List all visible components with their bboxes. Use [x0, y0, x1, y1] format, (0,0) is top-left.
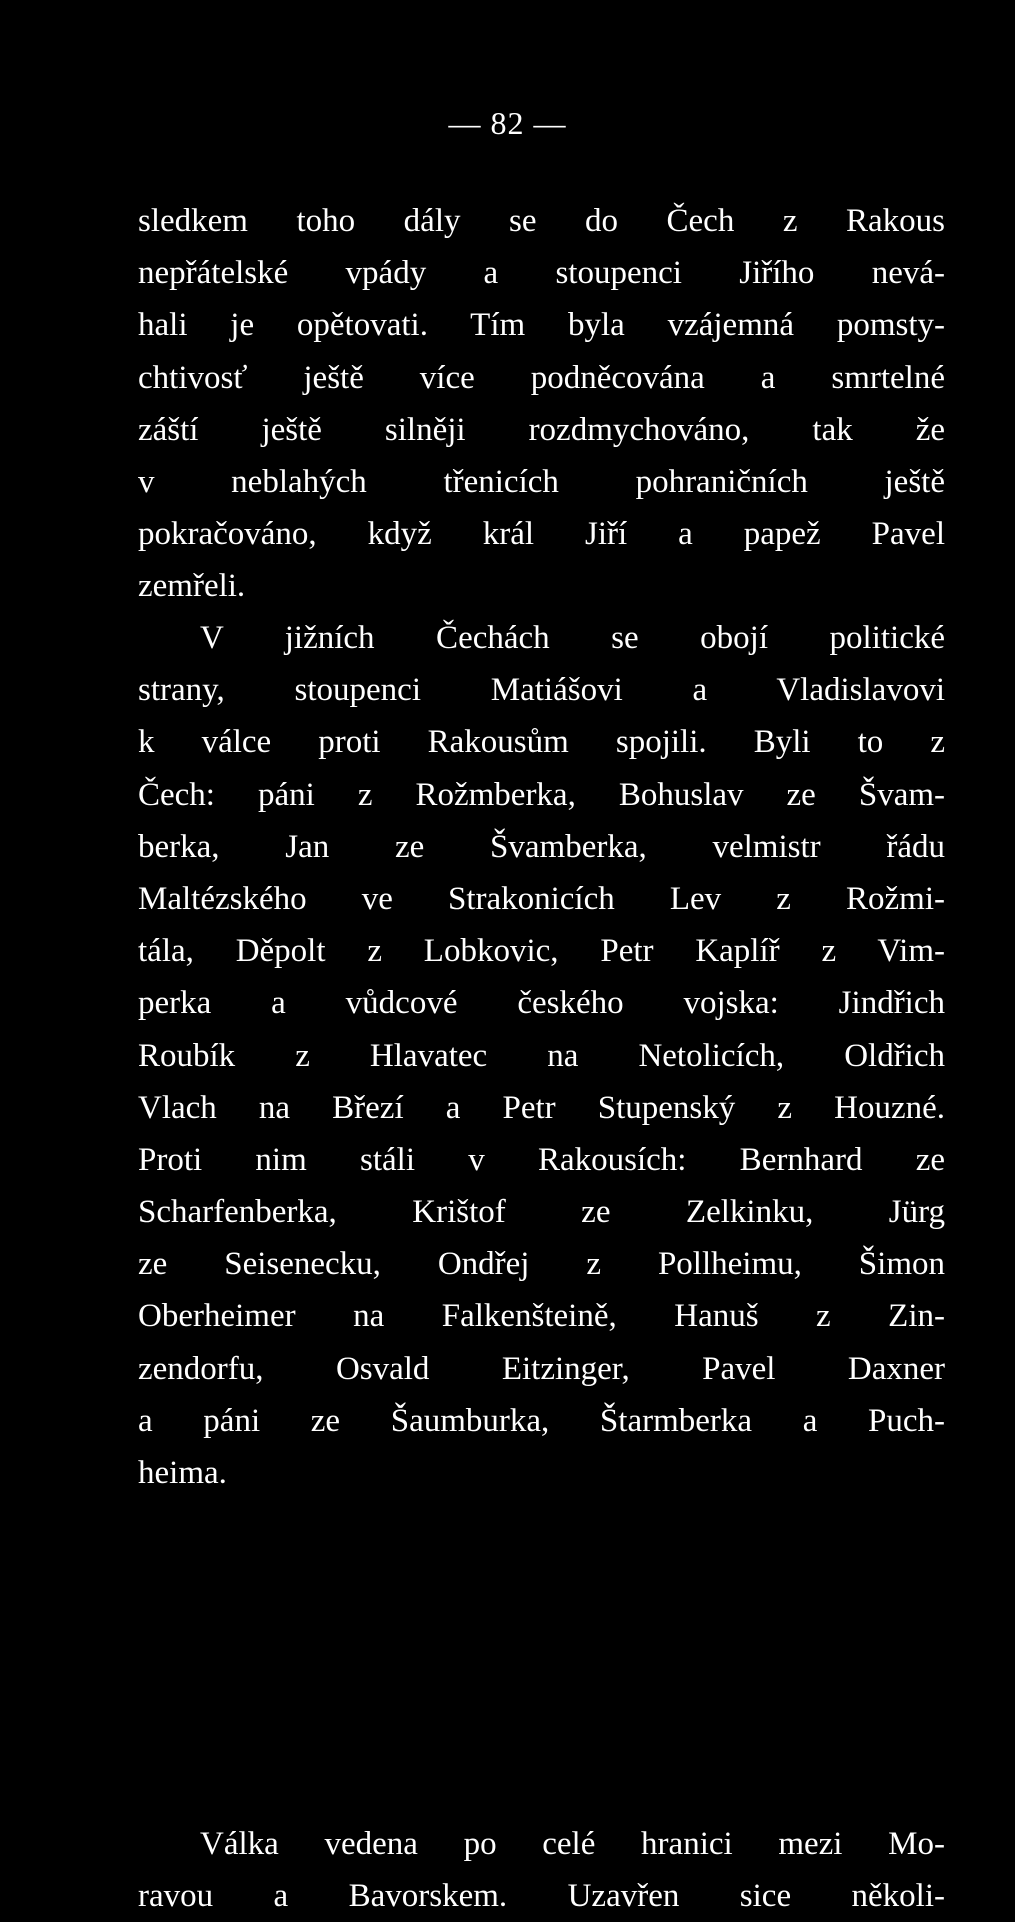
text-line: pokračováno, když král Jiří a papež Pavel — [138, 516, 945, 553]
text-line: Proti nim stáli v Rakousích: Bernhard ze — [138, 1141, 945, 1178]
text-line: Čech: páni z Rožmberka, Bohuslav ze Švam- — [138, 776, 945, 813]
text-line: záští ještě silněji rozdmychováno, tak že — [138, 411, 945, 448]
paragraph-2 — [138, 612, 945, 1499]
text-line: perka a vůdcové českého vojska: Jindřich — [138, 985, 945, 1022]
text-line: V jižních Čechách se obojí politické — [200, 620, 945, 656]
text-line: a páni ze Šaumburka, Štarmberka a Puch- — [138, 1402, 945, 1439]
text-line: heima. — [138, 1455, 227, 1491]
text-line: Válka vedena po celé hranici mezi Mo- — [200, 1826, 945, 1862]
text-line: Scharfenberka, Krištof ze Zelkinku, Jürg — [138, 1194, 945, 1231]
text-line: zemřeli. — [138, 568, 246, 605]
text-line: zendorfu, Osvald Eitzinger, Pavel Daxner — [138, 1350, 945, 1387]
page-number: — 82 — — [448, 105, 567, 141]
text-line: Maltézského ve Strakonicích Lev z Rožmi- — [138, 880, 945, 917]
text-line: sledkem toho dály se do Čech z Rakous — [138, 203, 945, 239]
text-line: ravou a Bavorskem. Uzavřen sice několi- — [138, 1878, 945, 1915]
text-line: hali je opětovati. Tím byla vzájemná pomsty- — [138, 307, 945, 344]
text-line: Vlach na Březí a Petr Stupenský z Houzné. — [138, 1089, 945, 1126]
text-line: strany, stoupenci Matiášovi a Vladislavovi — [138, 672, 945, 709]
text-line: k válce proti Rakousům spojili. Byli to z — [138, 724, 945, 761]
text-line: ze Seisenecku, Ondřej z Pollheimu, Šimon — [138, 1246, 945, 1283]
text-line: chtivosť ještě více podněcována a smrtelné — [138, 359, 945, 396]
paragraph-1 — [138, 195, 945, 613]
paragraph-3 — [138, 1818, 945, 1922]
text-line: berka, Jan ze Švamberka, velmistr řádu — [138, 828, 945, 865]
text-line: tála, Děpolt z Lobkovic, Petr Kaplíř z Vim- — [138, 933, 945, 970]
text-line: Roubík z Hlavatec na Netolicích, Oldřich — [138, 1037, 945, 1074]
text-line: nepřátelské vpády a stoupenci Jiřího nevá- — [138, 255, 945, 292]
text-line: v neblahých třenicích pohraničních ještě — [138, 463, 945, 500]
text-line: Oberheimer na Falkenšteině, Hanuš z Zin- — [138, 1298, 945, 1335]
